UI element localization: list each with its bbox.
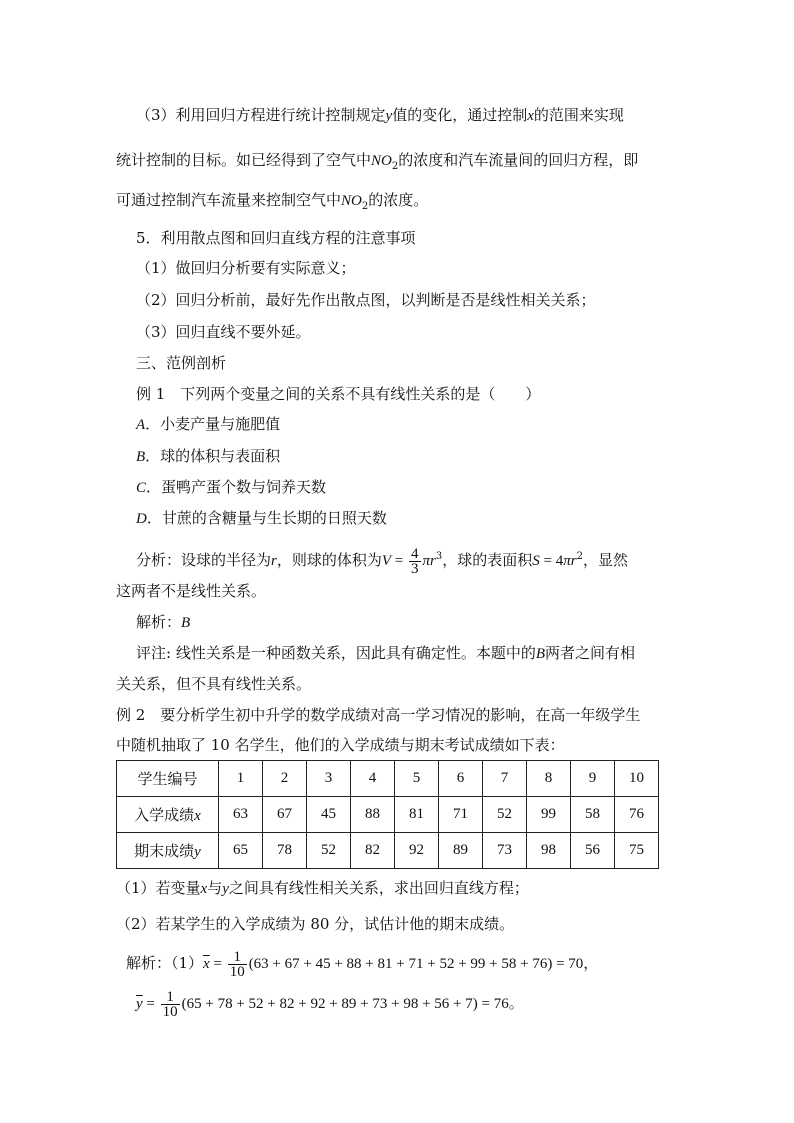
- cell: 45: [307, 797, 351, 833]
- para3-line3: 可通过控制汽车流量来控制空气中$NO_2$的浓度。: [116, 191, 429, 212]
- cell: 56: [571, 833, 615, 869]
- cell: 82: [351, 833, 395, 869]
- cell: 6: [439, 761, 483, 797]
- cell: 71: [439, 797, 483, 833]
- cell: 89: [439, 833, 483, 869]
- cell: 65: [219, 833, 263, 869]
- section5-item1: （1）做回归分析要有实际意义；: [136, 259, 356, 277]
- cell: 1: [219, 761, 263, 797]
- cell: 4: [351, 761, 395, 797]
- solution-line2: $\overline{y}$ = $\frac{1}{10}$ (65 + 78 + 52 + 82 + 92 + 89 + 73 + 98 + 56 + 7) = 76。: [136, 988, 524, 1020]
- example1-stem: 例 1 下列两个变量之间的关系不具有线性关系的是（ ）: [136, 385, 541, 403]
- question2: （2）若某学生的入学成绩为 80 分，试估计他的期末成绩。: [116, 915, 515, 933]
- cell: 76: [615, 797, 659, 833]
- solution: 解析：B: [136, 613, 191, 631]
- cell: 7: [483, 761, 527, 797]
- comment-line1: 评注: 线性关系是一种函数关系，因此具有确定性。本题中的B两者之间有相: [136, 644, 636, 662]
- solution-line1: 解析：$(1)\overline{x}$ = $\frac{1}{10}$ (63 + 67 + 45 + 88 + 81 + 71 + 52 + 99 + 58 + 76) = 70，: [126, 948, 599, 980]
- option-a: A．小麦产量与施肥值: [136, 415, 281, 433]
- section5-item2: （2）回归分析前，最好先作出散点图，以判断是否是线性相关关系；: [136, 291, 596, 309]
- cell: 81: [395, 797, 439, 833]
- cell: 63: [219, 797, 263, 833]
- cell: 2: [263, 761, 307, 797]
- option-c: C．蛋鸭产蛋个数与饲养天数: [136, 478, 327, 496]
- cell: 98: [527, 833, 571, 869]
- section5-item3: （3）回归直线不要外延。: [136, 323, 311, 341]
- cell: 67: [263, 797, 307, 833]
- comment-line2: 关关系，但不具有线性关系。: [116, 675, 312, 693]
- para3-line2: 统计控制的目标。如已经得到了空气中$NO_2$的浓度和汽车流量间的回归方程，即: [116, 151, 639, 172]
- cell: 92: [395, 833, 439, 869]
- cell: 78: [263, 833, 307, 869]
- header-student-id: 学生编号: [117, 761, 219, 797]
- cell: 9: [571, 761, 615, 797]
- header-final-score: 期末成绩y: [117, 833, 219, 869]
- section-title: 三、范例剖析: [136, 354, 227, 372]
- table-row: [117, 797, 659, 833]
- header-entry-score: 入学成绩x: [117, 797, 219, 833]
- option-b: B．球的体积与表面积: [136, 447, 281, 465]
- cell: 99: [527, 797, 571, 833]
- fraction-4-3: $\frac{4}{3}$: [411, 545, 419, 577]
- cell: 5: [395, 761, 439, 797]
- fraction-1-10: $\frac{1}{10}$: [229, 948, 245, 980]
- fraction-1-10: $\frac{1}{10}$: [162, 988, 178, 1020]
- score-table: [116, 760, 659, 869]
- analysis-line2: 这两者不是线性关系。: [116, 582, 267, 600]
- option-d: D．甘蔗的含糖量与生长期的日照天数: [136, 509, 387, 527]
- cell: 52: [483, 797, 527, 833]
- para3-line1: （3）利用回归方程进行统计控制规定y值的变化，通过控制x的范围来实现: [136, 106, 624, 124]
- example2-line2: 中随机抽取了 10 名学生，他们的入学成绩与期末考试成绩如下表：: [116, 736, 565, 754]
- analysis-line1: 分析：设球的半径为r，则球的体积为V = $\frac{4}{3}$ $\pi r^3$，球的表面积$S = 4\pi r^2$，显然: [136, 545, 628, 577]
- cell: 58: [571, 797, 615, 833]
- cell: 52: [307, 833, 351, 869]
- table-row: [117, 761, 659, 797]
- cell: 75: [615, 833, 659, 869]
- cell: 8: [527, 761, 571, 797]
- section5-title: 5．利用散点图和回归直线方程的注意事项: [136, 229, 416, 247]
- cell: 3: [307, 761, 351, 797]
- cell: 88: [351, 797, 395, 833]
- cell: 10: [615, 761, 659, 797]
- question1: （1）若变量x与y之间具有线性相关关系，求出回归直线方程；: [116, 879, 529, 897]
- example2-line1: 例 2 要分析学生初中升学的数学成绩对高一学习情况的影响，在高一年级学生: [116, 706, 641, 724]
- table-row: [117, 833, 659, 869]
- cell: 73: [483, 833, 527, 869]
